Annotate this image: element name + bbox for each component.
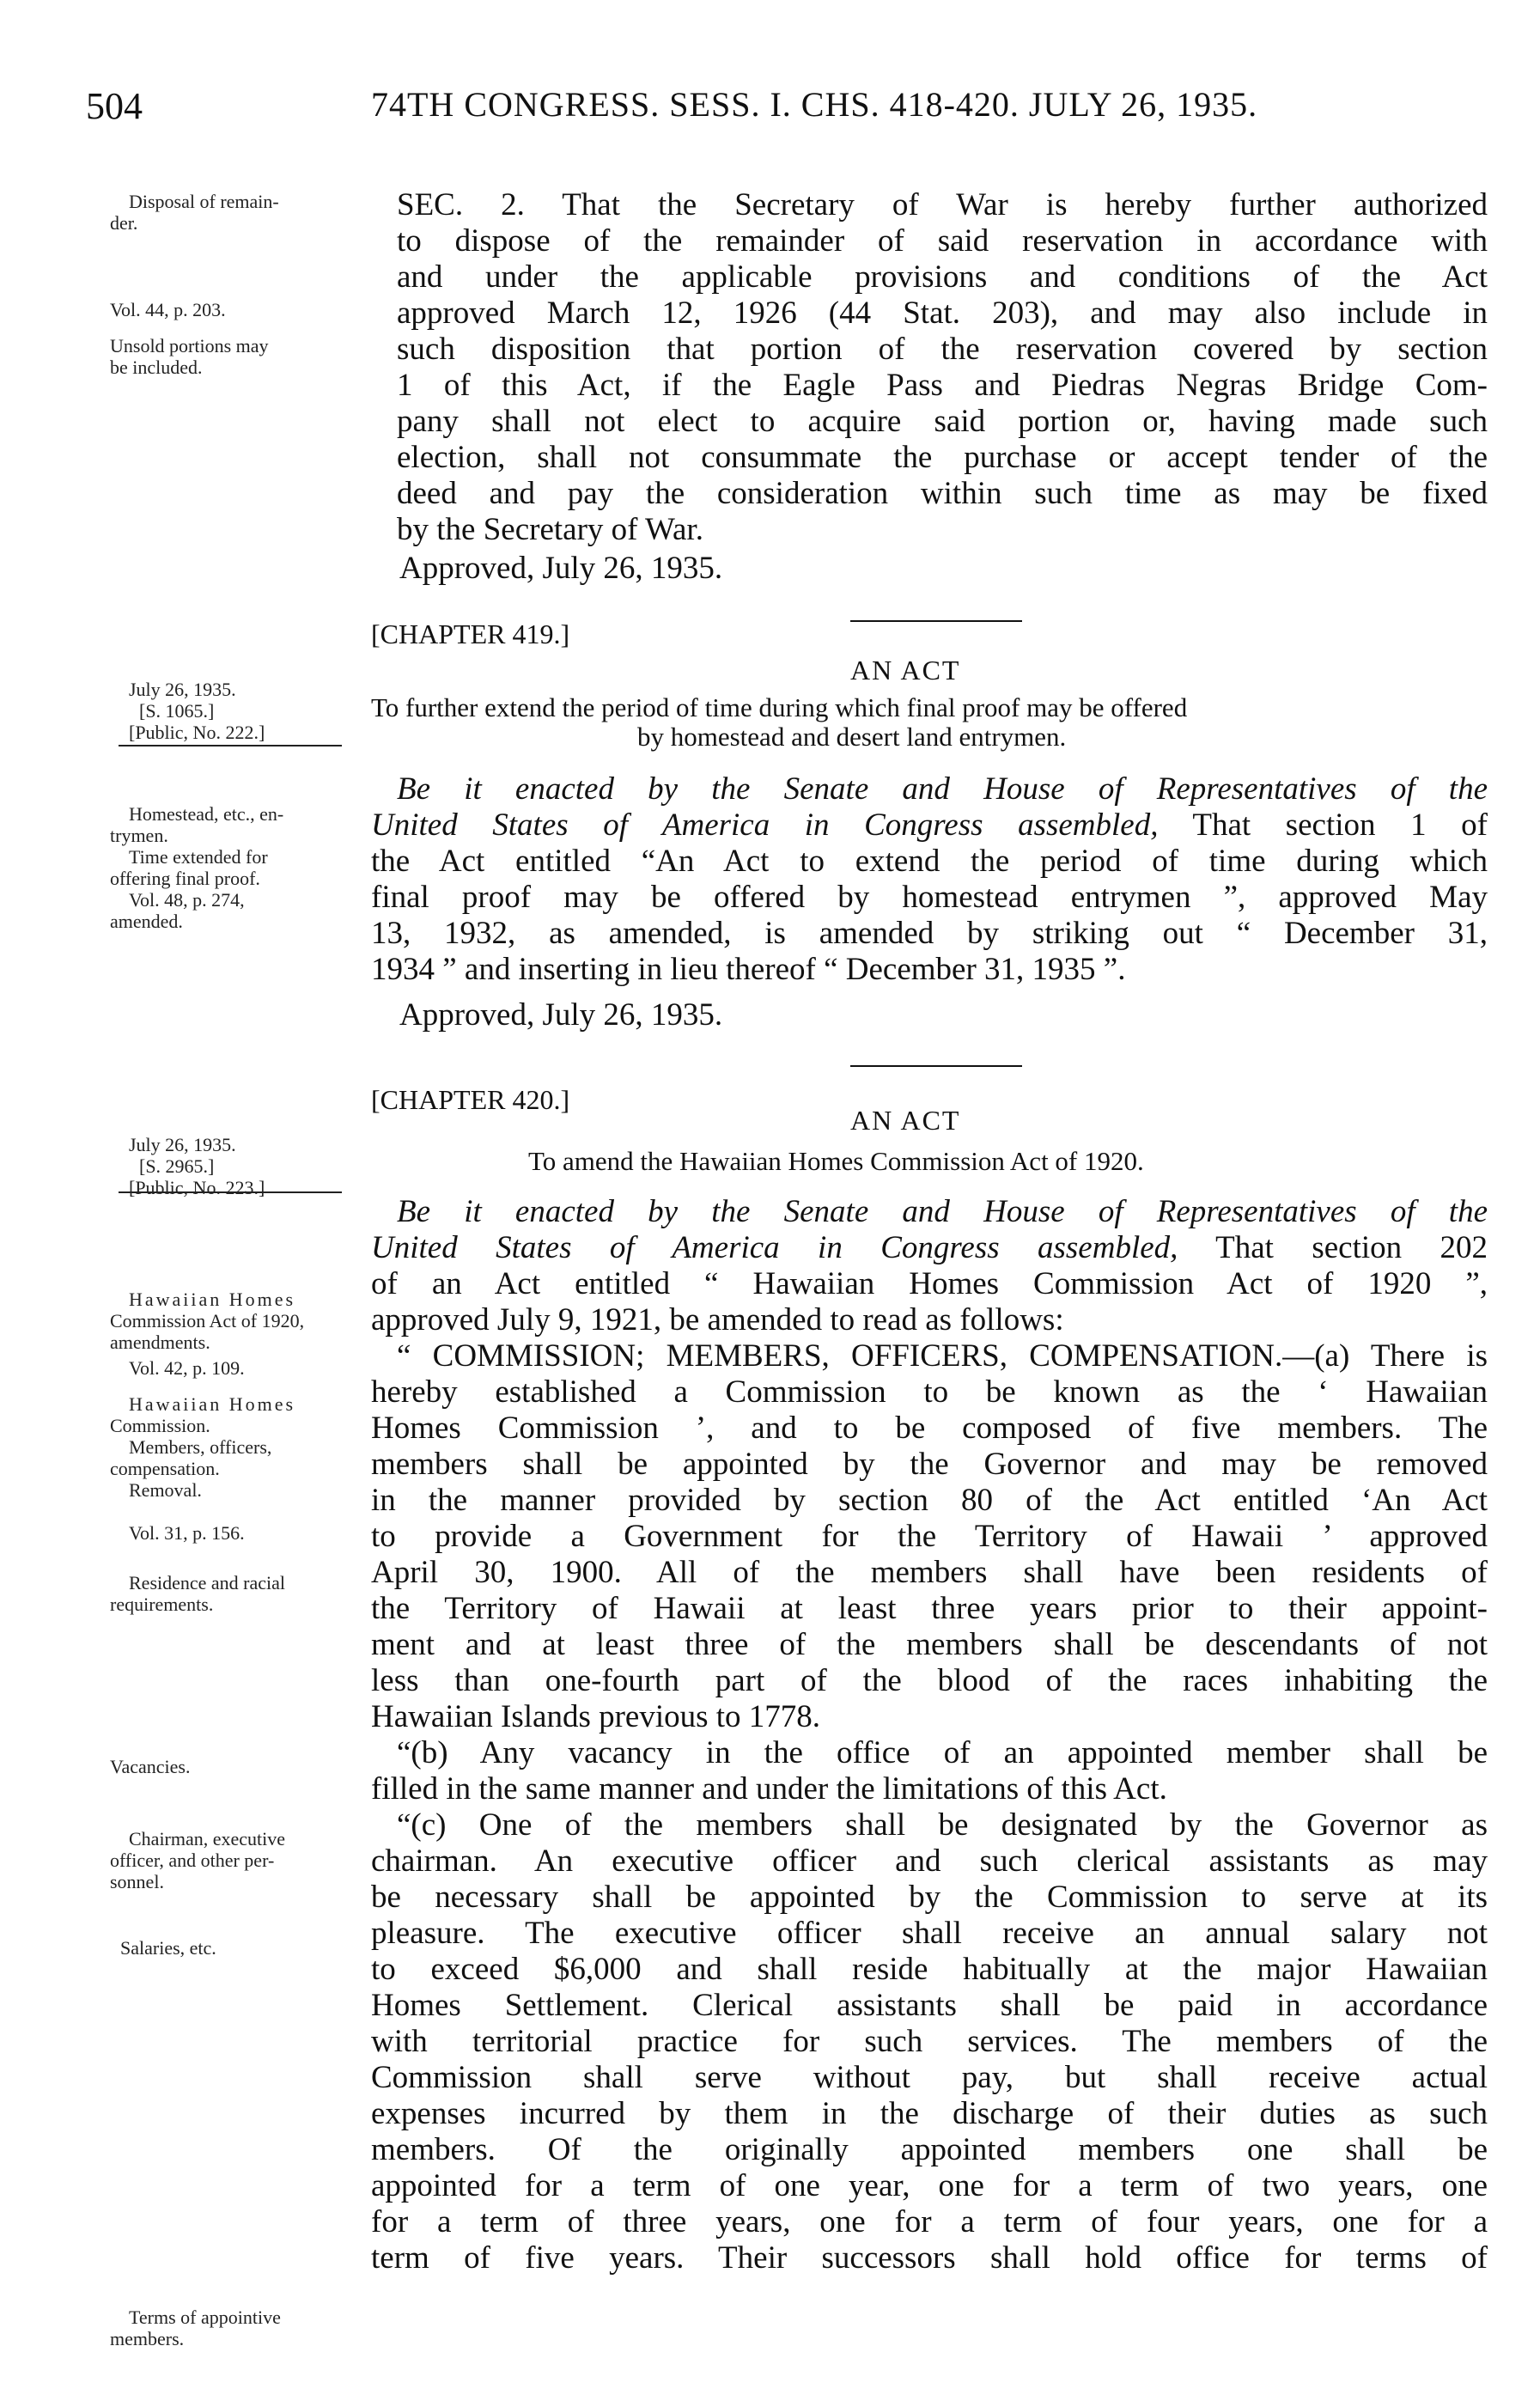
- text-line: the Act entitled “An Act to extend the period of time during which: [371, 844, 1488, 879]
- text-line: filled in the same manner and under the limitations of this Act.: [371, 1771, 1167, 1807]
- text-line: to provide a Government for the Territory of Hawaii ’ approved: [371, 1519, 1488, 1554]
- text-line: members shall be appointed by the Governor and may be removed: [371, 1447, 1488, 1482]
- margin-note-vol-42: Vol. 42, p. 109.: [129, 1357, 245, 1379]
- text-line: expenses incurred by them in the discharge of their duties as such: [371, 2096, 1488, 2131]
- text-line: term of five years. Their successors shall hold office for terms of: [371, 2240, 1488, 2276]
- text-line: Commission shall serve without pay, but shall receive actual: [371, 2060, 1488, 2095]
- text-line: chairman. An executive officer and such clerical assistants as may: [371, 1843, 1488, 1879]
- text-line: appointed for a term of one year, one for a term of two years, one: [371, 2168, 1488, 2203]
- margin-note-disposal: Disposal of remain- der.: [110, 191, 279, 234]
- section-2-text: [371, 187, 1488, 548]
- text-line: in the manner provided by section 80 of the Act entitled ‘An Act: [371, 1483, 1488, 1518]
- margin-note-unsold: Unsold portions may be included.: [110, 335, 269, 378]
- margin-note-homestead: Homestead, etc., en- trymen. Time extended for offering final proof. Vol. 48, p. 274, amended.: [110, 803, 284, 932]
- chapter-420-text: [371, 1194, 1488, 2276]
- margin-note-vol-ref: Vol. 44, p. 203.: [110, 299, 226, 320]
- margin-note-vacancies: Vacancies.: [110, 1756, 191, 1777]
- text-line: election, shall not consummate the purchase or accept tender of the: [397, 440, 1488, 475]
- margin-date-420: July 26, 1935. [S. 2965.] [Public, No. 223.]: [129, 1134, 387, 1198]
- margin-rule: [119, 1191, 342, 1193]
- text-line: pleasure. The executive officer shall receive an annual salary not: [371, 1916, 1488, 1951]
- section-rule: [850, 1065, 1022, 1067]
- bill-number: [S. 1065.]: [139, 700, 215, 722]
- section-rule: [850, 620, 1022, 622]
- chapter-419-text: [371, 771, 1488, 988]
- act-title-line: To amend the Hawaiian Homes Commission Act of 1920.: [528, 1146, 1144, 1176]
- act-title-line: To further extend the period of time during which final proof may be offered: [371, 692, 1188, 722]
- text-line: to exceed $6,000 and shall reside habitually at the major Hawaiian: [371, 1952, 1488, 1987]
- act-title-line: by homestead and desert land entrymen.: [637, 722, 1067, 752]
- text-line: approved March 12, 1926 (44 Stat. 203), and may also include in: [397, 296, 1488, 331]
- text-line: Homes Settlement. Clerical assistants shall be paid in accordance: [371, 1988, 1488, 2023]
- bill-number: [S. 2965.]: [139, 1155, 215, 1177]
- text-line: United States of America in Congress assembled, That section 202: [371, 1230, 1488, 1265]
- text-line: final proof may be offered by homestead entrymen ”, approved May: [371, 880, 1488, 915]
- text-line: United States of America in Congress assembled, That section 1 of: [371, 807, 1488, 843]
- text-line: members. Of the originally appointed members one shall be: [371, 2132, 1488, 2167]
- text-line: “(c) One of the members shall be designated by the Governor as: [397, 1807, 1488, 1843]
- text-line: to dispose of the remainder of said reservation in accordance with: [397, 223, 1488, 259]
- an-act-heading: AN ACT: [850, 1105, 961, 1136]
- an-act-heading: AN ACT: [850, 655, 961, 686]
- text-line: ment and at least three of the members shall be descendants of not: [371, 1627, 1488, 1662]
- text-line: the Territory of Hawaii at least three years prior to their appoint-: [371, 1591, 1488, 1626]
- text-line: for a term of three years, one for a term of four years, one for a: [371, 2204, 1488, 2239]
- enacting-clause: Be it enacted by the Senate and House of Representatives of the: [397, 771, 1488, 807]
- chapter-419-heading: [CHAPTER 419.]: [371, 619, 570, 649]
- text-line: “ COMMISSION; MEMBERS, OFFICERS, COMPENSATION.—(a) There is: [397, 1338, 1488, 1374]
- margin-note-hhc-amendments: Hawaiian Homes Commission Act of 1920, amendments.: [110, 1289, 305, 1353]
- text-line: “(b) Any vacancy in the office of an appointed member shall be: [397, 1735, 1488, 1770]
- approved-line: Approved, July 26, 1935.: [399, 551, 723, 586]
- running-head: 74TH CONGRESS. SESS. I. CHS. 418-420. JULY 26, 1935.: [371, 85, 1258, 124]
- text-line: approved July 9, 1921, be amended to read as follows:: [371, 1302, 1064, 1338]
- text-line: SEC. 2. That the Secretary of War is hereby further authorized: [397, 187, 1488, 222]
- public-law-number: [Public, No. 222.]: [129, 722, 265, 743]
- margin-note-hhc-commission: Hawaiian Homes Commission. Members, officers, compensation. Removal.: [110, 1393, 296, 1501]
- text-line: such disposition that portion of the reservation covered by section: [397, 332, 1488, 367]
- enacting-clause: Be it enacted by the Senate and House of Representatives of the: [397, 1194, 1488, 1229]
- text-line: be necessary shall be appointed by the Commission to serve at its: [371, 1880, 1488, 1915]
- text-line: 1934 ” and inserting in lieu thereof “ December 31, 1935 ”.: [371, 952, 1126, 987]
- text-line: Hawaiian Islands previous to 1778.: [371, 1699, 821, 1734]
- margin-note-residence: Residence and racial requirements.: [110, 1572, 286, 1615]
- text-line: less than one-fourth part of the blood of the races inhabiting the: [371, 1663, 1488, 1698]
- margin-rule: [119, 745, 342, 746]
- margin-note-chairman: Chairman, executive officer, and other per- sonnel.: [110, 1828, 286, 1892]
- text-line: April 30, 1900. All of the members shall have been residents of: [371, 1555, 1488, 1590]
- text-line: deed and pay the consideration within such time as may be fixed: [397, 476, 1488, 511]
- margin-note-vol-31: Vol. 31, p. 156.: [129, 1522, 245, 1544]
- text-line: pany shall not elect to acquire said portion or, having made such: [397, 404, 1488, 439]
- text-line: hereby established a Commission to be known as the ‘ Hawaiian: [371, 1374, 1488, 1410]
- text-line: by the Secretary of War.: [397, 512, 703, 547]
- approved-line: Approved, July 26, 1935.: [399, 997, 723, 1033]
- text-line: 13, 1932, as amended, is amended by striking out “ December 31,: [371, 916, 1488, 951]
- text-line: 1 of this Act, if the Eagle Pass and Piedras Negras Bridge Com-: [397, 368, 1488, 403]
- chapter-420-heading: [CHAPTER 420.]: [371, 1084, 570, 1115]
- margin-date-419: July 26, 1935. [S. 1065.] [Public, No. 222.]: [129, 679, 387, 743]
- text-line: with territorial practice for such services. The members of the: [371, 2024, 1488, 2059]
- text-line: and under the applicable provisions and conditions of the Act: [397, 259, 1488, 295]
- text-line: of an Act entitled “ Hawaiian Homes Commission Act of 1920 ”,: [371, 1266, 1488, 1301]
- text-line: Homes Commission ’, and to be composed of five members. The: [371, 1411, 1488, 1446]
- public-law-number: [Public, No. 223.]: [129, 1177, 265, 1198]
- margin-note-terms: Terms of appointive members.: [110, 2306, 281, 2349]
- margin-note-salaries: Salaries, etc.: [120, 1937, 216, 1959]
- page-number: 504: [86, 85, 143, 127]
